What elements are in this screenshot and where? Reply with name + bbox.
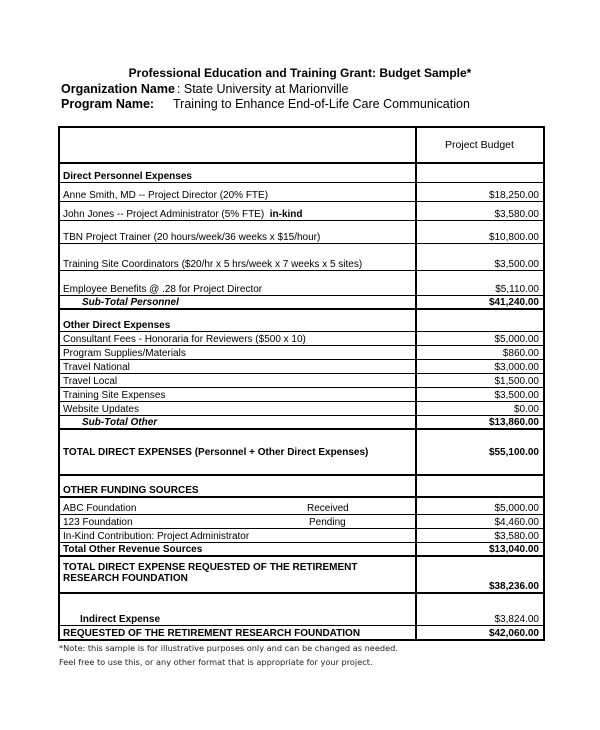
funding-heading: OTHER FUNDING SOURCES: [59, 475, 416, 497]
table-row: [59, 182, 544, 201]
row-status: Received: [304, 497, 416, 514]
table-row: [59, 497, 544, 514]
other-direct-heading: Other Direct Expenses: [59, 309, 416, 331]
row-label: Employee Benefits @ .28 for Project Director: [59, 270, 416, 295]
direct-personnel-heading: Direct Personnel Expenses: [59, 163, 416, 182]
requested-row: [59, 625, 544, 640]
requested-label: REQUESTED OF THE RETIREMENT RESEARCH FOUNDATION: [63, 628, 361, 639]
row-amount: $1,500.00: [416, 373, 544, 387]
row-amount: $860.00: [416, 345, 544, 359]
indirect-amount: $3,824.00: [416, 593, 544, 625]
total-requested-row-2: [59, 573, 544, 593]
row-label: Program Supplies/Materials: [59, 345, 416, 359]
subtotal-row: [59, 295, 544, 309]
section-heading-row: [59, 163, 544, 182]
row-amount: $10,800.00: [416, 220, 544, 243]
footnote-line-2: Feel free to use this, or any other format that is appropriate for your project.: [59, 657, 373, 667]
row-amount: $4,460.00: [416, 514, 544, 528]
row-label: Website Updates: [59, 401, 416, 415]
project-budget-header: Project Budget: [416, 127, 544, 163]
row-amount: $0.00: [416, 401, 544, 415]
indirect-row: [59, 593, 544, 625]
table-row: [59, 270, 544, 295]
row-amount: $5,000.00: [416, 331, 544, 345]
row-label: Travel Local: [59, 373, 416, 387]
row-amount: $3,500.00: [416, 243, 544, 270]
row-label: In-Kind Contribution: Project Administrator: [59, 528, 416, 542]
row-amount: $5,000.00: [416, 497, 544, 514]
table-row: [59, 373, 544, 387]
table-row: [59, 359, 544, 373]
subtotal-personnel-label: Sub-Total Personnel: [59, 295, 416, 309]
section-heading-row: [59, 309, 544, 331]
row-label: Travel National: [59, 359, 416, 373]
table-row: [59, 243, 544, 270]
row-amount: $18,250.00: [416, 182, 544, 201]
row-amount: $3,500.00: [416, 387, 544, 401]
document-title: Professional Education and Training Grant: Budget Sample*: [128, 66, 472, 80]
total-direct-row: [59, 429, 544, 475]
row-label: 123 Foundation: [59, 514, 304, 528]
total-requested-row-1: [59, 556, 544, 573]
requested-amount: $42,060.00: [416, 625, 544, 640]
budget-table: [58, 126, 545, 641]
table-row: [59, 201, 544, 220]
row-label: John Jones -- Project Administrator (5% FTE) in-kind: [59, 201, 416, 220]
in-kind-tag: in-kind: [269, 208, 303, 220]
row-label: TBN Project Trainer (20 hours/week/36 weeks x $15/hour): [59, 220, 416, 243]
row-label: Training Site Expenses: [59, 387, 416, 401]
section-heading-row: [59, 475, 544, 497]
subtotal-personnel-amount: $41,240.00: [416, 295, 544, 309]
table-row: [59, 387, 544, 401]
table-row: [59, 345, 544, 359]
row-status: Pending: [304, 514, 416, 528]
indirect-label: Indirect Expense: [59, 593, 416, 625]
program-row: [61, 97, 470, 111]
organization-row: [61, 82, 349, 96]
organization-value: : State University at Marionville: [176, 82, 349, 96]
organization-label: Organization Name: [61, 82, 175, 96]
row-amount: $3,580.00: [416, 201, 544, 220]
total-requested-amount: $38,236.00: [416, 573, 544, 593]
program-label: Program Name:: [61, 97, 155, 111]
table-row: [59, 514, 544, 528]
subtotal-other-label: Sub-Total Other: [59, 415, 416, 429]
row-amount: $3,000.00: [416, 359, 544, 373]
total-requested-label-line1: TOTAL DIRECT EXPENSE REQUESTED OF THE RETIREMENT: [63, 562, 358, 573]
table-header-row: [59, 127, 544, 163]
row-amount: $5,110.00: [416, 270, 544, 295]
footnote-line-1: *Note: this sample is for illustrative purposes only and can be changed as needed.: [59, 643, 398, 653]
program-value: Training to Enhance End-of-Life Care Communication: [173, 97, 470, 111]
table-row: [59, 528, 544, 542]
subtotal-other-amount: $13,860.00: [416, 415, 544, 429]
row-label: Consultant Fees - Honoraria for Reviewers ($500 x 10): [59, 331, 416, 345]
table-row: [59, 401, 544, 415]
total-direct-amount: $55,100.00: [416, 429, 544, 475]
table-row: [59, 331, 544, 345]
total-direct-label: TOTAL DIRECT EXPENSES (Personnel + Other Direct Expenses): [59, 429, 416, 475]
total-other-revenue-label: Total Other Revenue Sources: [59, 542, 416, 556]
row-label: Anne Smith, MD -- Project Director (20% FTE): [59, 182, 416, 201]
row-label: Training Site Coordinators ($20/hr x 5 hrs/week x 7 weeks x 5 sites): [59, 243, 416, 270]
table-row: [59, 220, 544, 243]
row-amount: $3,580.00: [416, 528, 544, 542]
total-other-revenue-amount: $13,040.00: [416, 542, 544, 556]
total-requested-label-line2: RESEARCH FOUNDATION: [59, 573, 416, 593]
row-label: ABC Foundation: [59, 497, 304, 514]
total-other-revenue-row: [59, 542, 544, 556]
subtotal-row: [59, 415, 544, 429]
